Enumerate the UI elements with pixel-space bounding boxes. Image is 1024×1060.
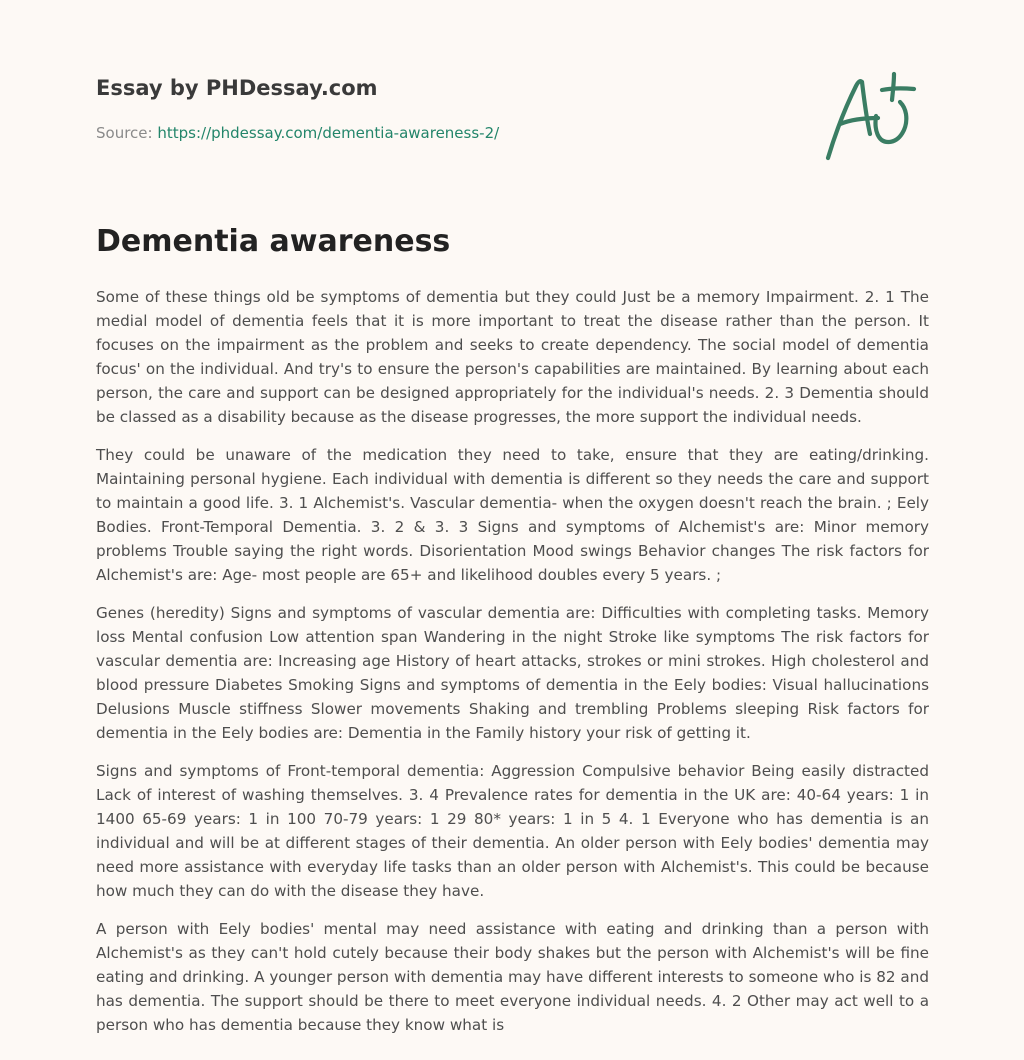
a-plus-logo-icon — [822, 68, 922, 164]
paragraph: Genes (heredity) Signs and symptoms of vascular dementia are: Difficulties with completing tasks. Memory loss Mental confusion Low attention span Wandering in the night Stroke like symptoms The risk factors for vascular dementia are: Increasing age History of heart attacks, strokes or mini strokes. High cholesterol and blood pressure Diabetes Smoking Signs and symptoms of dementia in the Eely bodies: Visual hallucinations Delusions Muscle stiffness Slower movements Shaking and trembling Problems sleeping Risk factors for dementia in the Eely bodies are: Dementia in the Family history your risk of getting it. — [96, 604, 929, 742]
site-brand: Essay by PHDessay.com — [96, 76, 378, 100]
source-label: Source: — [96, 124, 153, 142]
source-link[interactable]: https://phdessay.com/dementia-awareness-2/ — [157, 124, 500, 142]
paragraph: Some of these things old be symptoms of dementia but they could Just be a memory Impairment. 2. 1 The medial model of dementia feels that it is more important to treat the disease rather than the person. It focuses on the impairment as the problem and seeks to create dependency. The social model of dementia focus' on the individual. And try's to ensure the person's capabilities are maintained. By learning about each person, the care and support can be designed appropriately for the individual's needs. 2. 3 Dementia should be classed as a disability because as the disease progresses, the more support the individual needs. — [96, 288, 929, 426]
source-line — [96, 124, 499, 142]
paragraph: They could be unaware of the medication they need to take, ensure that they are eating/drinking. Maintaining personal hygiene. Each individual with dementia is different so they needs the care and support to maintain a good life. 3. 1 Alchemist's. Vascular dementia- when the oxygen doesn't reach the brain. ; Eely Bodies. Front-Temporal Dementia. 3. 2 & 3. 3 Signs and symptoms of Alchemist's are: Minor memory problems Trouble saying the right words. Disorientation Mood swings Behavior changes The risk factors for Alchemist's are: Age- most people are 65+ and likelihood doubles every 5 years. ; — [96, 446, 929, 584]
paragraph: A person with Eely bodies' mental may need assistance with eating and drinking than a person with Alchemist's as they can't hold cutely because their body shakes but the person with Alchemist's will be fine eating and drinking. A younger person with dementia may have different interests to someone who is 82 and has dementia. The support should be there to meet everyone individual needs. 4. 2 Other may act well to a person who has dementia because they know what is — [96, 920, 929, 1034]
paragraph: Signs and symptoms of Front-temporal dementia: Aggression Compulsive behavior Being easily distracted Lack of interest of washing themselves. 3. 4 Prevalence rates for dementia in the UK are: 40-64 years: 1 in 1400 65-69 years: 1 in 100 70-79 years: 1 29 80* years: 1 in 5 4. 1 Everyone who has dementia is an individual and will be at different stages of their dementia. An older person with Eely bodies' dementia may need more assistance with everyday life tasks than an older person with Alchemist's. This could be because how much they can do with the disease they have. — [96, 762, 929, 900]
article-body — [96, 285, 929, 1051]
article-title: Dementia awareness — [96, 224, 451, 259]
